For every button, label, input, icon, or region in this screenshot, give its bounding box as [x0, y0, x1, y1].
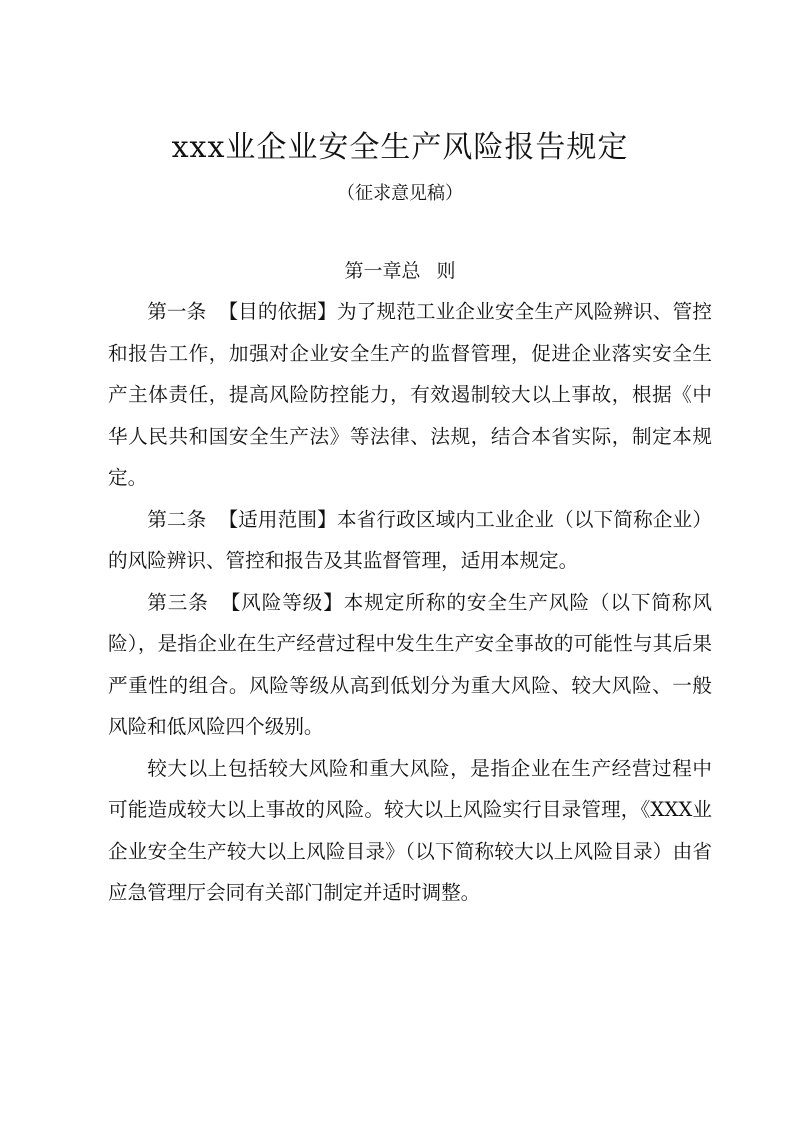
paragraph-article-1	[108, 291, 712, 499]
article-number: 第二条	[147, 507, 207, 531]
paragraph-article-3	[108, 582, 712, 748]
article-heading: 【目的依据】	[218, 300, 337, 323]
paragraph-text: 较大以上包括较大风险和重大风险，是指企业在生产经营过程中可能造成较大以上事故的风险。较大以上风险实行目录管理，《XXX业企业安全生产较大以上风险目录》（以下简称较大以上风险目录）由省应急管理厅会同有关部门制定并适时调整。	[108, 756, 712, 904]
article-heading: 【风险等级】	[220, 590, 344, 614]
paragraph-article-2	[108, 499, 712, 582]
article-number: 第三条	[147, 590, 209, 614]
document-subtitle: （征求意见稿）	[337, 183, 463, 204]
chapter-heading-part1: 第一章总	[344, 260, 421, 282]
document-title: xxx业企业安全生产风险报告规定	[171, 130, 629, 165]
paragraph-text: 本规定所称的安全生产风险（以下简称风险），是指企业在生产经营过程中发生生产安全事故的可能性与其后果严重性的组合。风险等级从高到低划分为重大风险、较大风险、一般风险和低风险四个级别。	[108, 590, 713, 738]
chapter-heading	[0, 256, 800, 286]
article-heading: 【适用范围】	[218, 507, 337, 531]
paragraph-text: 为了规范工业企业安全生产风险辨识、管控和报告工作，加强对企业安全生产的监督管理，促进企业落实安全生产主体责任，提高风险防控能力，有效遏制较大以上事故，根据《中华人民共和国安全生产法》等法律、法规，结合本省实际，制定本规定。	[108, 300, 713, 489]
chapter-heading-part2: 则	[436, 260, 456, 282]
paragraph-text: 本省行政区域内工业企业（以下简称企业）的风险辨识、管控和报告及其监督管理，适用本规定。	[108, 507, 713, 572]
paragraph-risk-catalog	[108, 748, 712, 914]
article-number: 第一条	[147, 300, 207, 323]
document-body	[108, 291, 712, 914]
